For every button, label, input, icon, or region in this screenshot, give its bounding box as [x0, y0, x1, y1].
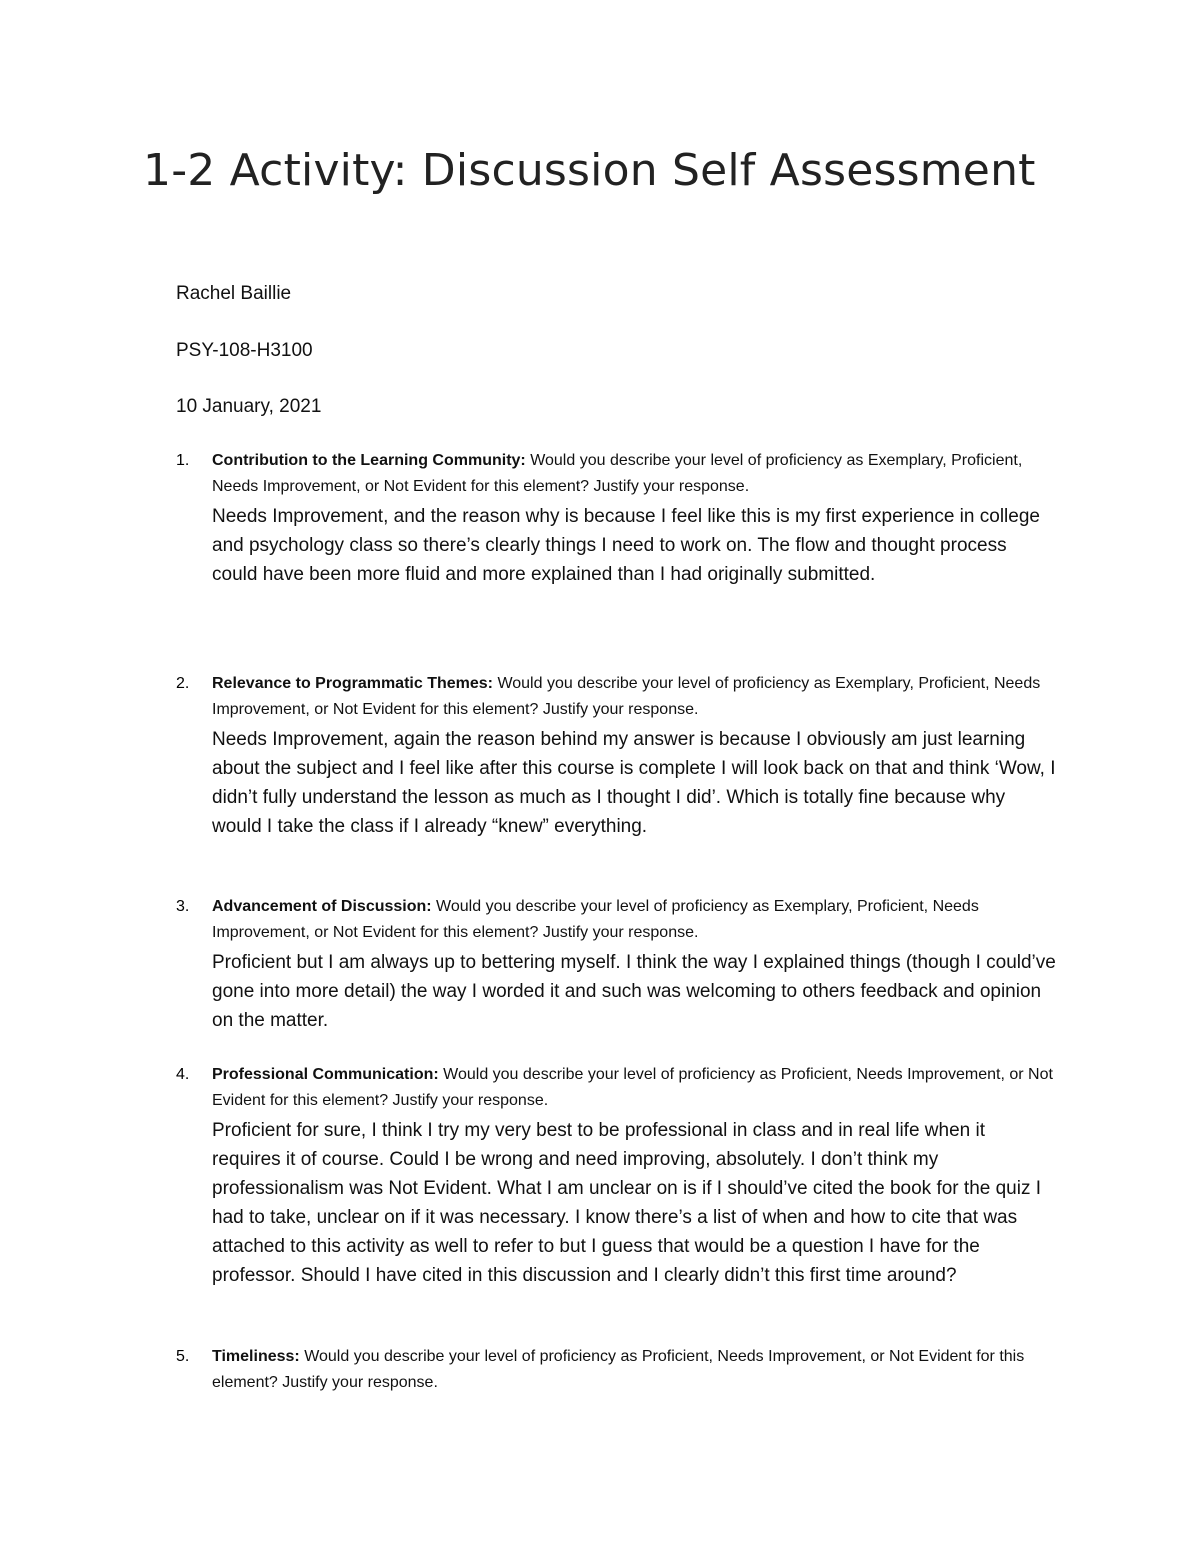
assessment-item-3 [176, 894, 1056, 1035]
item-number: 4. [176, 1066, 190, 1083]
item-number: 5. [176, 1348, 190, 1365]
item-label: Professional Communication: [212, 1066, 439, 1083]
item-question [212, 1344, 1056, 1396]
item-question [212, 1062, 1056, 1114]
author-name: Rachel Baillie [176, 283, 292, 304]
item-label: Contribution to the Learning Community: [212, 452, 526, 469]
item-question [212, 894, 1056, 946]
item-question [212, 671, 1056, 723]
item-label: Advancement of Discussion: [212, 898, 432, 915]
item-answer: Needs Improvement, again the reason behind my answer is because I obviously am just learning about the subject and I feel like after this course is complete I will look back on that and think ‘Wow, I didn’t fully understand the lesson as much as I thought I did’. Which is totally fine because why would I take the class if I already “knew” everything. [212, 729, 1056, 837]
item-question-text: Would you describe your level of proficiency as Exemplary, Proficient, Needs Improvement, or Not Evident for this element? Justify your response. [212, 675, 1041, 718]
document-title: 1-2 Activity: Discussion Self Assessment [143, 145, 1036, 196]
item-answer: Needs Improvement, and the reason why is because I feel like this is my first experience in college and psychology class so there’s clearly things I need to work on. The flow and thought process could have been more fluid and more explained than I had originally submitted. [212, 506, 1040, 585]
item-label: Timeliness: [212, 1348, 300, 1365]
assessment-item-2 [176, 671, 1056, 841]
item-question-text: Would you describe your level of proficiency as Proficient, Needs Improvement, or Not Evident for this element? Justify your response. [212, 1066, 1053, 1109]
item-answer: Proficient for sure, I think I try my very best to be professional in class and in real life when it requires it of course. Could I be wrong and need improving, absolutely. I don’t think my professionalism was Not Evident. What I am unclear on is if I should’ve cited the book for the quiz I had to take, unclear on if it was necessary. I know there’s a list of when and how to cite that was attached to this activity as well to refer to but I guess that would be a question I have for the professor. Should I have cited in this discussion and I clearly didn’t this first time around? [212, 1120, 1042, 1286]
submission-date: 10 January, 2021 [176, 396, 322, 417]
item-question-text: Would you describe your level of proficiency as Exemplary, Proficient, Needs Improvement, or Not Evident for this element? Justify your response. [212, 452, 1023, 495]
item-number: 2. [176, 675, 190, 692]
item-answer: Proficient but I am always up to bettering myself. I think the way I explained things (though I could’ve gone into more detail) the way I worded it and such was welcoming to others feedback and opinion on the matter. [212, 952, 1056, 1031]
item-number: 1. [176, 452, 190, 469]
item-label: Relevance to Programmatic Themes: [212, 675, 493, 692]
assessment-item-4 [176, 1062, 1056, 1290]
item-question-text: Would you describe your level of proficiency as Proficient, Needs Improvement, or Not Evident for this element? Justify your response. [212, 1348, 1025, 1391]
item-question [212, 448, 1056, 500]
assessment-item-5 [176, 1344, 1056, 1396]
item-question-text: Would you describe your level of proficiency as Exemplary, Proficient, Needs Improvement, or Not Evident for this element? Justify your response. [212, 898, 979, 941]
item-number: 3. [176, 898, 190, 915]
assessment-item-1 [176, 448, 1056, 589]
course-code: PSY-108-H3100 [176, 340, 313, 361]
